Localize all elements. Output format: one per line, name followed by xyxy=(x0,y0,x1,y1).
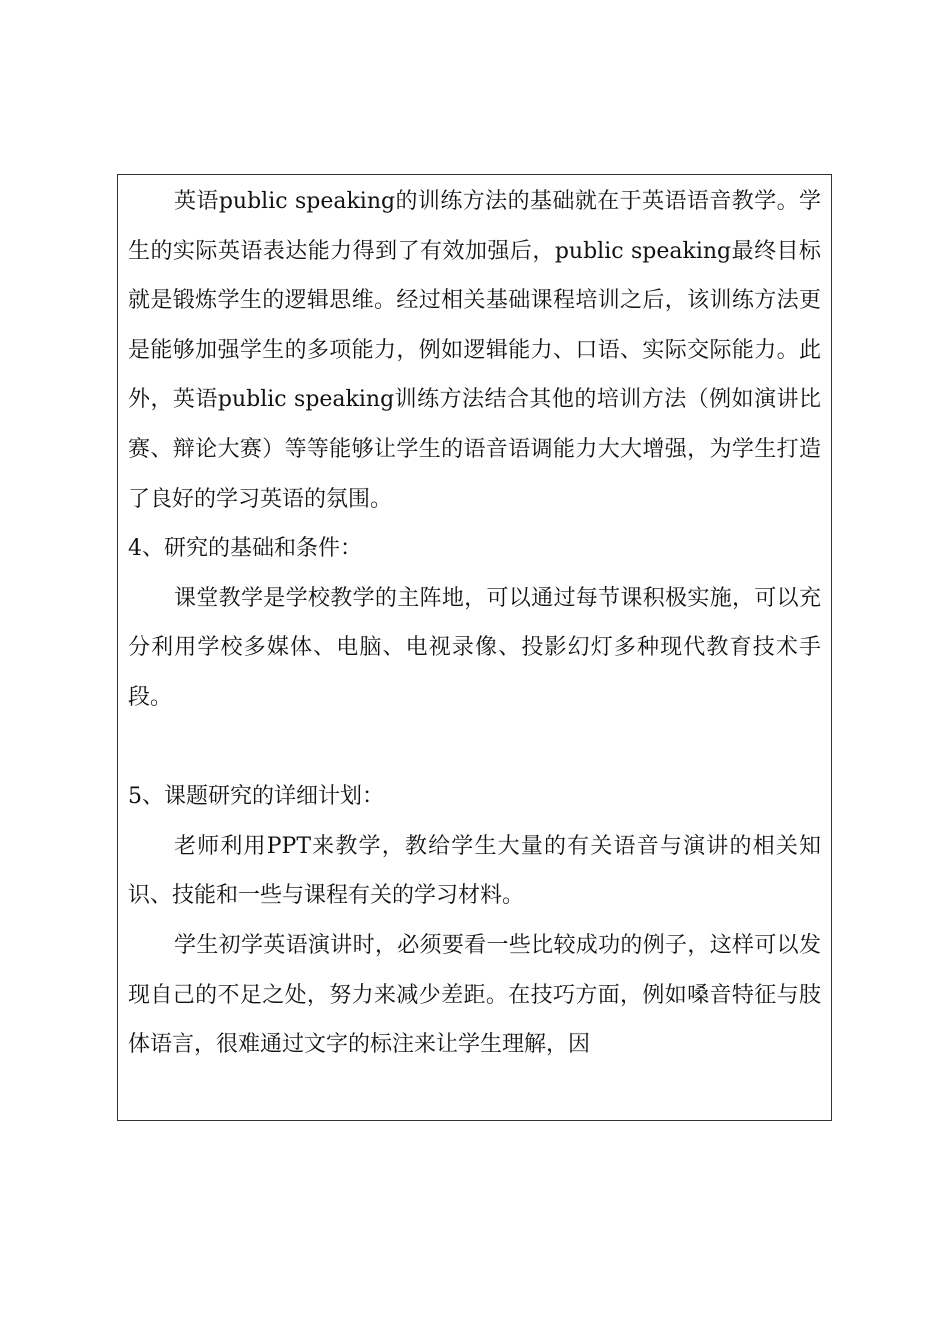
paragraph-public-speaking: 英语public speaking的训练方法的基础就在于英语语音教学。学生的实际英语表达能力得到了有效加强后，public speaking最终目标就是锻炼学生的逻辑思维。经过相关基础课程培训之后，该训练方法更是能够加强学生的多项能力，例如逻辑能力、口语、实际交际能力。此外，英语public speaking训练方法结合其他的培训方法（例如演讲比赛、辩论大赛）等等能够让学生的语音语调能力大大增强，为学生打造了良好的学习英语的氛围。 xyxy=(128,189,821,512)
blank-line xyxy=(128,723,821,773)
paragraph-learning-examples: 学生初学英语演讲时，必须要看一些比较成功的例子，这样可以发现自己的不足之处，努力来减少差距。在技巧方面，例如嗓音特征与肢体语言，很难通过文字的标注来让学生理解，因 xyxy=(128,932,821,1058)
paragraph-classroom-teaching: 课堂教学是学校教学的主阵地，可以通过每节课积极实施，可以充分利用学校多媒体、电脑、电视录像、投影幻灯多种现代教育技术手段。 xyxy=(128,585,821,710)
heading-research-plan: 5、课题研究的详细计划： xyxy=(128,784,384,810)
paragraph-ppt-teaching: 老师利用PPT来教学，教给学生大量的有关语音与演讲的相关知识、技能和一些与课程有关的学习材料。 xyxy=(128,833,821,909)
table-cell xyxy=(117,174,832,1121)
heading-research-basis: 4、研究的基础和条件： xyxy=(128,536,362,562)
